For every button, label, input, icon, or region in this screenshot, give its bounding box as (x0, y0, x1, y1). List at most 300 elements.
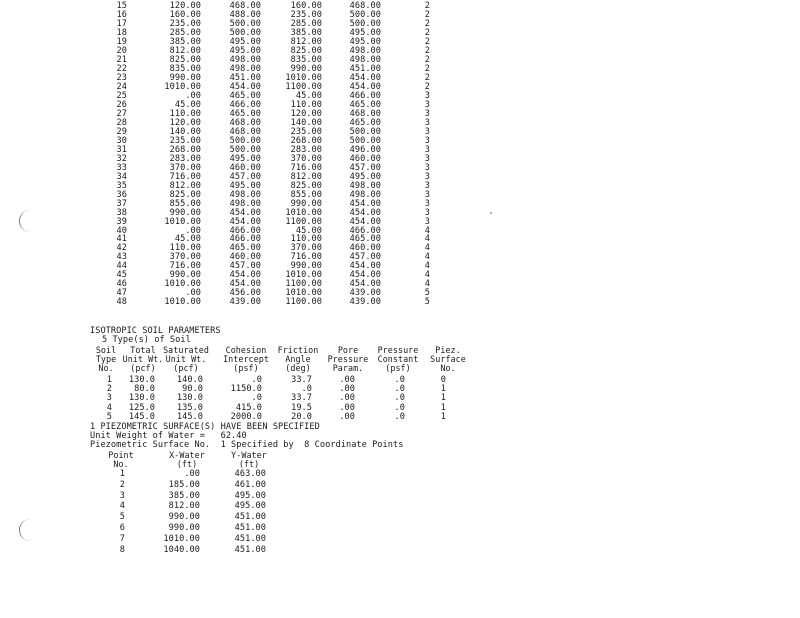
table-cell: 30 (116, 135, 127, 146)
table-cell: 457.00 (349, 162, 381, 173)
table-cell: 1100.00 (285, 279, 322, 290)
column-header: (psf) (385, 363, 411, 373)
table-cell: .00 (339, 375, 355, 385)
table-cell: 3 (424, 108, 430, 119)
column-header: Cohesion (225, 345, 267, 355)
column-header: (pcf) (130, 363, 156, 373)
table-cell: 463.00 (234, 469, 266, 479)
table-cell: .0 (394, 384, 405, 395)
table-cell: 855.00 (169, 198, 201, 209)
table-cell: 5 (106, 411, 112, 422)
table-cell: 27 (116, 108, 127, 119)
table-cell: 825.00 (290, 45, 322, 56)
table-cell: 825.00 (290, 180, 322, 191)
table-cell: 4 (424, 243, 430, 254)
table-cell: .00 (185, 288, 201, 299)
table-cell: 456.00 (229, 288, 261, 299)
table-cell: 125.0 (128, 402, 155, 413)
table-cell: 2 (424, 36, 430, 47)
table-cell: 33.7 (291, 393, 312, 404)
table-cell: 1 (440, 384, 446, 395)
table-cell: 17 (116, 18, 127, 29)
table-cell: 3 (424, 99, 430, 110)
table-cell: 495.00 (349, 171, 381, 182)
column-header: (pcf) (173, 363, 199, 373)
table-cell: .0 (394, 411, 405, 422)
table-cell: 1 (440, 411, 446, 422)
table-cell: 495.00 (229, 45, 261, 56)
table-cell: 498.00 (229, 54, 261, 65)
table-cell: 160.00 (290, 1, 322, 11)
table-cell: 2 (424, 9, 430, 20)
table-cell: 439.00 (229, 297, 261, 308)
table-cell: 3 (106, 393, 112, 404)
table-cell: .0 (394, 375, 405, 385)
table-cell: 454.00 (349, 198, 381, 209)
table-cell: 42 (116, 243, 127, 254)
table-cell: 48 (116, 297, 127, 308)
table-cell: 990.00 (169, 270, 201, 281)
table-cell: 385.00 (168, 490, 200, 501)
table-cell: 812.00 (169, 180, 201, 191)
column-header: Point (108, 450, 134, 460)
table-cell: 120.00 (290, 108, 322, 119)
table-cell: 466.00 (229, 225, 261, 236)
table-cell: 45.00 (174, 234, 201, 245)
table-cell: 34 (116, 171, 127, 182)
table-cell: 135.0 (176, 402, 203, 413)
table-cell: 465.00 (349, 99, 381, 110)
table-cell: 825.00 (169, 189, 201, 200)
table-cell: 45 (116, 270, 127, 281)
table-cell: 498.00 (349, 45, 381, 56)
table-cell: 1010.00 (164, 297, 201, 308)
table-cell: 110.00 (169, 243, 201, 254)
column-header: Saturated (163, 345, 209, 355)
table-cell: 4 (424, 279, 430, 290)
table-cell: 385.00 (169, 36, 201, 47)
table-cell: 716.00 (290, 162, 322, 173)
column-header: Pore (337, 345, 359, 355)
column-header: Unit Wt. (122, 354, 164, 364)
table-cell: 285.00 (169, 27, 201, 38)
table-cell: 500.00 (349, 18, 381, 29)
table-cell: 370.00 (290, 243, 322, 254)
table-cell: 46 (116, 279, 127, 290)
table-cell: 5 (424, 288, 430, 299)
table-cell: 457.00 (229, 171, 261, 182)
table-cell: 2 (106, 384, 112, 395)
surface-spec-line: Piezometric Surface No. 1 Specified by 8 Coordinate Points (90, 440, 404, 450)
table-cell: 716.00 (169, 261, 201, 272)
table-cell: 2 (424, 45, 430, 56)
column-header: Y-Water (231, 450, 267, 460)
table-cell: 36 (116, 189, 127, 200)
table-cell: 454.00 (349, 261, 381, 272)
column-header: (ft) (238, 459, 260, 469)
table-cell: 1010.00 (285, 288, 322, 299)
table-cell: 451.00 (349, 63, 381, 74)
table-cell: 4 (424, 252, 430, 263)
table-cell: 460.00 (349, 243, 381, 254)
table-cell: 500.00 (229, 135, 261, 146)
table-cell: 3 (424, 180, 430, 191)
column-header: Total (130, 345, 156, 355)
table-cell: 454.00 (349, 270, 381, 281)
table-cell: 488.00 (229, 9, 261, 20)
table-cell: 1 (119, 469, 125, 479)
table-cell: 37 (116, 198, 127, 209)
table-cell: 460.00 (229, 162, 261, 173)
table-cell: 268.00 (169, 144, 201, 155)
table-cell: 466.00 (349, 225, 381, 236)
column-header: Param. (332, 363, 364, 373)
table-cell: .0 (394, 393, 405, 404)
table-cell: 5 (424, 297, 430, 308)
table-cell: 235.00 (290, 9, 322, 20)
unit-weight-line: Unit Weight of Water = 62.40 (90, 431, 247, 441)
table-cell: 1040.00 (163, 544, 200, 555)
table-cell: 500.00 (349, 135, 381, 146)
table-cell: 1010.00 (285, 207, 322, 218)
table-cell: 460.00 (229, 252, 261, 263)
column-header: Type (95, 354, 117, 364)
table-cell: 465.00 (229, 108, 261, 119)
table-cell: 466.00 (229, 234, 261, 245)
table-cell: 160.00 (169, 9, 201, 20)
table-cell: 990.00 (290, 63, 322, 74)
table-cell: 3 (424, 90, 430, 101)
table-cell: 460.00 (349, 153, 381, 164)
column-header: Friction (277, 345, 319, 355)
table-cell: 185.00 (168, 479, 200, 490)
table-cell: 16 (116, 9, 127, 20)
table-cell: 457.00 (349, 252, 381, 263)
table-cell: 3 (424, 189, 430, 200)
table-cell: 1 (106, 375, 112, 385)
table-cell: 495.00 (229, 36, 261, 47)
table-cell: 496.00 (349, 144, 381, 155)
table-cell: 835.00 (290, 54, 322, 65)
table-cell: 498.00 (349, 189, 381, 200)
column-header: X-Water (169, 450, 205, 460)
table-cell: 3 (424, 153, 430, 164)
table-cell: 6 (119, 523, 125, 533)
table-cell: 468.00 (229, 126, 261, 137)
table-cell: 4 (424, 261, 430, 272)
table-cell: .0 (394, 402, 405, 413)
scan-artifact-mark (19, 210, 34, 232)
table-cell: 110.00 (290, 99, 322, 110)
table-cell: 41 (116, 234, 127, 245)
table-cell: 33 (116, 162, 127, 173)
column-header: No. (98, 363, 114, 373)
table-cell: 454.00 (229, 279, 261, 290)
table-cell: 500.00 (229, 18, 261, 29)
table-cell: 2 (424, 27, 430, 38)
table-cell: 454.00 (349, 72, 381, 83)
table-cell: 4 (424, 225, 430, 236)
table-cell: 45.00 (174, 99, 201, 110)
table-cell: 2 (424, 54, 430, 65)
column-header: (psf) (233, 363, 259, 373)
table-cell: 500.00 (229, 27, 261, 38)
table-cell: 130.0 (176, 393, 203, 404)
table-cell: 1010.00 (164, 81, 201, 92)
table-cell: 498.00 (229, 189, 261, 200)
table-cell: 268.00 (290, 135, 322, 146)
table-cell: 235.00 (169, 18, 201, 29)
table-cell: 500.00 (229, 144, 261, 155)
table-cell: 454.00 (349, 207, 381, 218)
column-header: No. (113, 459, 129, 469)
table-cell: 7 (119, 533, 125, 544)
table-cell: 19 (116, 36, 127, 47)
table-cell: 1100.00 (285, 216, 322, 227)
table-cell: 439.00 (349, 297, 381, 308)
table-cell: 3 (424, 198, 430, 209)
table-cell: 461.00 (234, 479, 266, 490)
table-cell: 2 (424, 1, 430, 11)
column-header: Piez. (435, 345, 461, 355)
table-cell: 855.00 (290, 189, 322, 200)
table-cell: 465.00 (349, 234, 381, 245)
table-cell: .0 (251, 375, 262, 385)
table-cell: 4 (424, 234, 430, 245)
table-cell: 495.00 (349, 27, 381, 38)
table-cell: 990.00 (290, 261, 322, 272)
table-cell: 1010.00 (163, 533, 200, 544)
table-cell: 716.00 (169, 171, 201, 182)
table-cell: 1010.00 (285, 72, 322, 83)
table-cell: 25 (116, 90, 127, 101)
table-cell: 21 (116, 54, 127, 65)
table-cell: 22 (116, 63, 127, 74)
table-cell: .00 (184, 469, 200, 479)
table-cell: 3 (424, 135, 430, 146)
table-cell: 2 (424, 72, 430, 83)
column-header: Pressure (377, 345, 419, 355)
table-cell: 120.00 (169, 117, 201, 128)
table-cell: 47 (116, 288, 127, 299)
table-cell: 990.00 (290, 198, 322, 209)
table-cell: 812.00 (169, 45, 201, 56)
table-cell: 110.00 (290, 234, 322, 245)
table-cell: 825.00 (169, 54, 201, 65)
table-cell: 3 (424, 162, 430, 173)
table-cell: 990.00 (168, 512, 200, 523)
table-cell: 454.00 (349, 279, 381, 290)
table-cell: 39 (116, 216, 127, 227)
table-cell: .00 (185, 90, 201, 101)
table-cell: 3 (424, 207, 430, 218)
table-cell: 235.00 (169, 135, 201, 146)
table-cell: 110.00 (169, 108, 201, 119)
table-cell: 415.0 (235, 402, 262, 413)
column-header: (ft) (176, 459, 198, 469)
table-cell: 716.00 (290, 252, 322, 263)
table-cell: 454.00 (229, 207, 261, 218)
table-cell: 90.0 (182, 384, 203, 395)
table-cell: 451.00 (229, 72, 261, 83)
column-header: Soil (95, 345, 117, 355)
table-cell: 495.00 (349, 36, 381, 47)
table-cell: 370.00 (290, 153, 322, 164)
table-cell: 140.0 (176, 375, 203, 385)
column-header: Intercept (223, 354, 269, 364)
section-title: ISOTROPIC SOIL PARAMETERS (90, 326, 221, 336)
table-cell: 15 (116, 1, 127, 11)
table-cell: 283.00 (169, 153, 201, 164)
table-cell: 500.00 (349, 126, 381, 137)
table-cell: 4 (106, 402, 112, 413)
table-cell: 0 (440, 375, 446, 385)
table-cell: 3 (424, 126, 430, 137)
table-cell: 1010.00 (164, 216, 201, 227)
table-cell: 812.00 (168, 501, 200, 512)
table-cell: 20.0 (291, 411, 312, 422)
table-cell: 2 (424, 63, 430, 74)
table-cell: 495.00 (229, 153, 261, 164)
table-cell: 80.0 (134, 384, 155, 395)
table-cell: 468.00 (349, 108, 381, 119)
table-cell: 812.00 (290, 171, 322, 182)
table-cell: 498.00 (349, 54, 381, 65)
table-cell: 130.0 (128, 375, 155, 385)
table-cell: .00 (339, 411, 355, 422)
column-header: Angle (285, 354, 311, 364)
table-cell: .0 (251, 393, 262, 404)
table-cell: 140.00 (169, 126, 201, 137)
table-cell: 32 (116, 153, 127, 164)
table-cell: 468.00 (229, 1, 261, 11)
table-cell: 812.00 (290, 36, 322, 47)
section-title: 1 PIEZOMETRIC SURFACE(S) HAVE BEEN SPECIFIED (90, 422, 320, 432)
table-cell: 835.00 (169, 63, 201, 74)
table-cell: 2 (424, 81, 430, 92)
table-cell: 285.00 (290, 18, 322, 29)
table-cell: 454.00 (229, 81, 261, 92)
column-header: Surface (430, 354, 466, 364)
table-cell: 370.00 (169, 162, 201, 173)
table-cell: 498.00 (229, 63, 261, 74)
table-cell: 1 (440, 393, 446, 404)
table-cell: 466.00 (229, 99, 261, 110)
table-cell: 28 (116, 117, 127, 128)
table-cell: 40 (116, 225, 127, 236)
table-cell: .00 (339, 384, 355, 395)
table-cell: 235.00 (290, 126, 322, 137)
table-cell: 23 (116, 72, 127, 83)
table-cell: 468.00 (229, 117, 261, 128)
scan-artifact-dot (490, 212, 492, 214)
table-cell: 495.00 (234, 490, 266, 501)
table-cell: 45.00 (295, 225, 322, 236)
table-cell: 38 (116, 207, 127, 218)
table-cell: 990.00 (168, 523, 200, 533)
table-cell: 385.00 (290, 27, 322, 38)
table-cell: 120.00 (169, 1, 201, 11)
table-cell: 451.00 (234, 512, 266, 523)
table-cell: 498.00 (349, 180, 381, 191)
table-cell: 465.00 (229, 243, 261, 254)
table-cell: 33.7 (291, 375, 312, 385)
table-cell: 454.00 (349, 81, 381, 92)
column-header: Unit Wt. (165, 354, 207, 364)
table-cell: 5 (119, 512, 125, 523)
table-cell: 451.00 (234, 544, 266, 555)
table-cell: 2000.0 (230, 411, 262, 422)
table-cell: 498.00 (229, 198, 261, 209)
table-cell: 1 (440, 402, 446, 413)
table-cell: 145.0 (128, 411, 155, 422)
table-cell: 3 (424, 117, 430, 128)
table-cell: 44 (116, 261, 127, 272)
table-cell: .00 (339, 402, 355, 413)
table-cell: .0 (301, 384, 312, 395)
table-cell: .00 (339, 393, 355, 404)
soil-type-count: 5 Type(s) of Soil (102, 335, 191, 345)
table-cell: 140.00 (290, 117, 322, 128)
table-cell: 990.00 (169, 72, 201, 83)
table-cell: 35 (116, 180, 127, 191)
table-cell: 26 (116, 99, 127, 110)
table-cell: .00 (185, 225, 201, 236)
table-cell: 495.00 (234, 501, 266, 512)
table-cell: 18 (116, 27, 127, 38)
column-header: No. (440, 363, 456, 373)
table-cell: 1010.00 (164, 279, 201, 290)
table-cell: 4 (424, 270, 430, 281)
table-cell: 3 (424, 216, 430, 227)
table-cell: 130.0 (128, 393, 155, 404)
table-cell: 8 (119, 544, 125, 555)
table-cell: 466.00 (349, 90, 381, 101)
table-cell: 465.00 (349, 117, 381, 128)
table-cell: 4 (119, 501, 125, 512)
table-cell: 500.00 (349, 9, 381, 20)
table-cell: 2 (424, 18, 430, 29)
table-cell: 454.00 (229, 270, 261, 281)
table-cell: 3 (424, 171, 430, 182)
table-cell: 2 (119, 479, 125, 490)
table-cell: 439.00 (349, 288, 381, 299)
table-cell: 20 (116, 45, 127, 56)
table-cell: 145.0 (176, 411, 203, 422)
scan-artifact-mark (19, 519, 34, 541)
table-cell: 19.5 (291, 402, 312, 413)
table-cell: 45.00 (295, 90, 322, 101)
table-cell: 1010.00 (285, 270, 322, 281)
table-cell: 43 (116, 252, 127, 263)
table-cell: 454.00 (349, 216, 381, 227)
column-header: Pressure (327, 354, 369, 364)
table-cell: 451.00 (234, 523, 266, 533)
table-cell: 451.00 (234, 533, 266, 544)
table-cell: 24 (116, 81, 127, 92)
table-cell: 3 (424, 144, 430, 155)
table-cell: 283.00 (290, 144, 322, 155)
table-cell: 1100.00 (285, 297, 322, 308)
table-cell: 495.00 (229, 180, 261, 191)
table-cell: 29 (116, 126, 127, 137)
column-header: Constant (377, 354, 419, 364)
table-cell: 454.00 (229, 216, 261, 227)
table-cell: 465.00 (229, 90, 261, 101)
table-cell: 1100.00 (285, 81, 322, 92)
table-cell: 990.00 (169, 207, 201, 218)
table-cell: 457.00 (229, 261, 261, 272)
